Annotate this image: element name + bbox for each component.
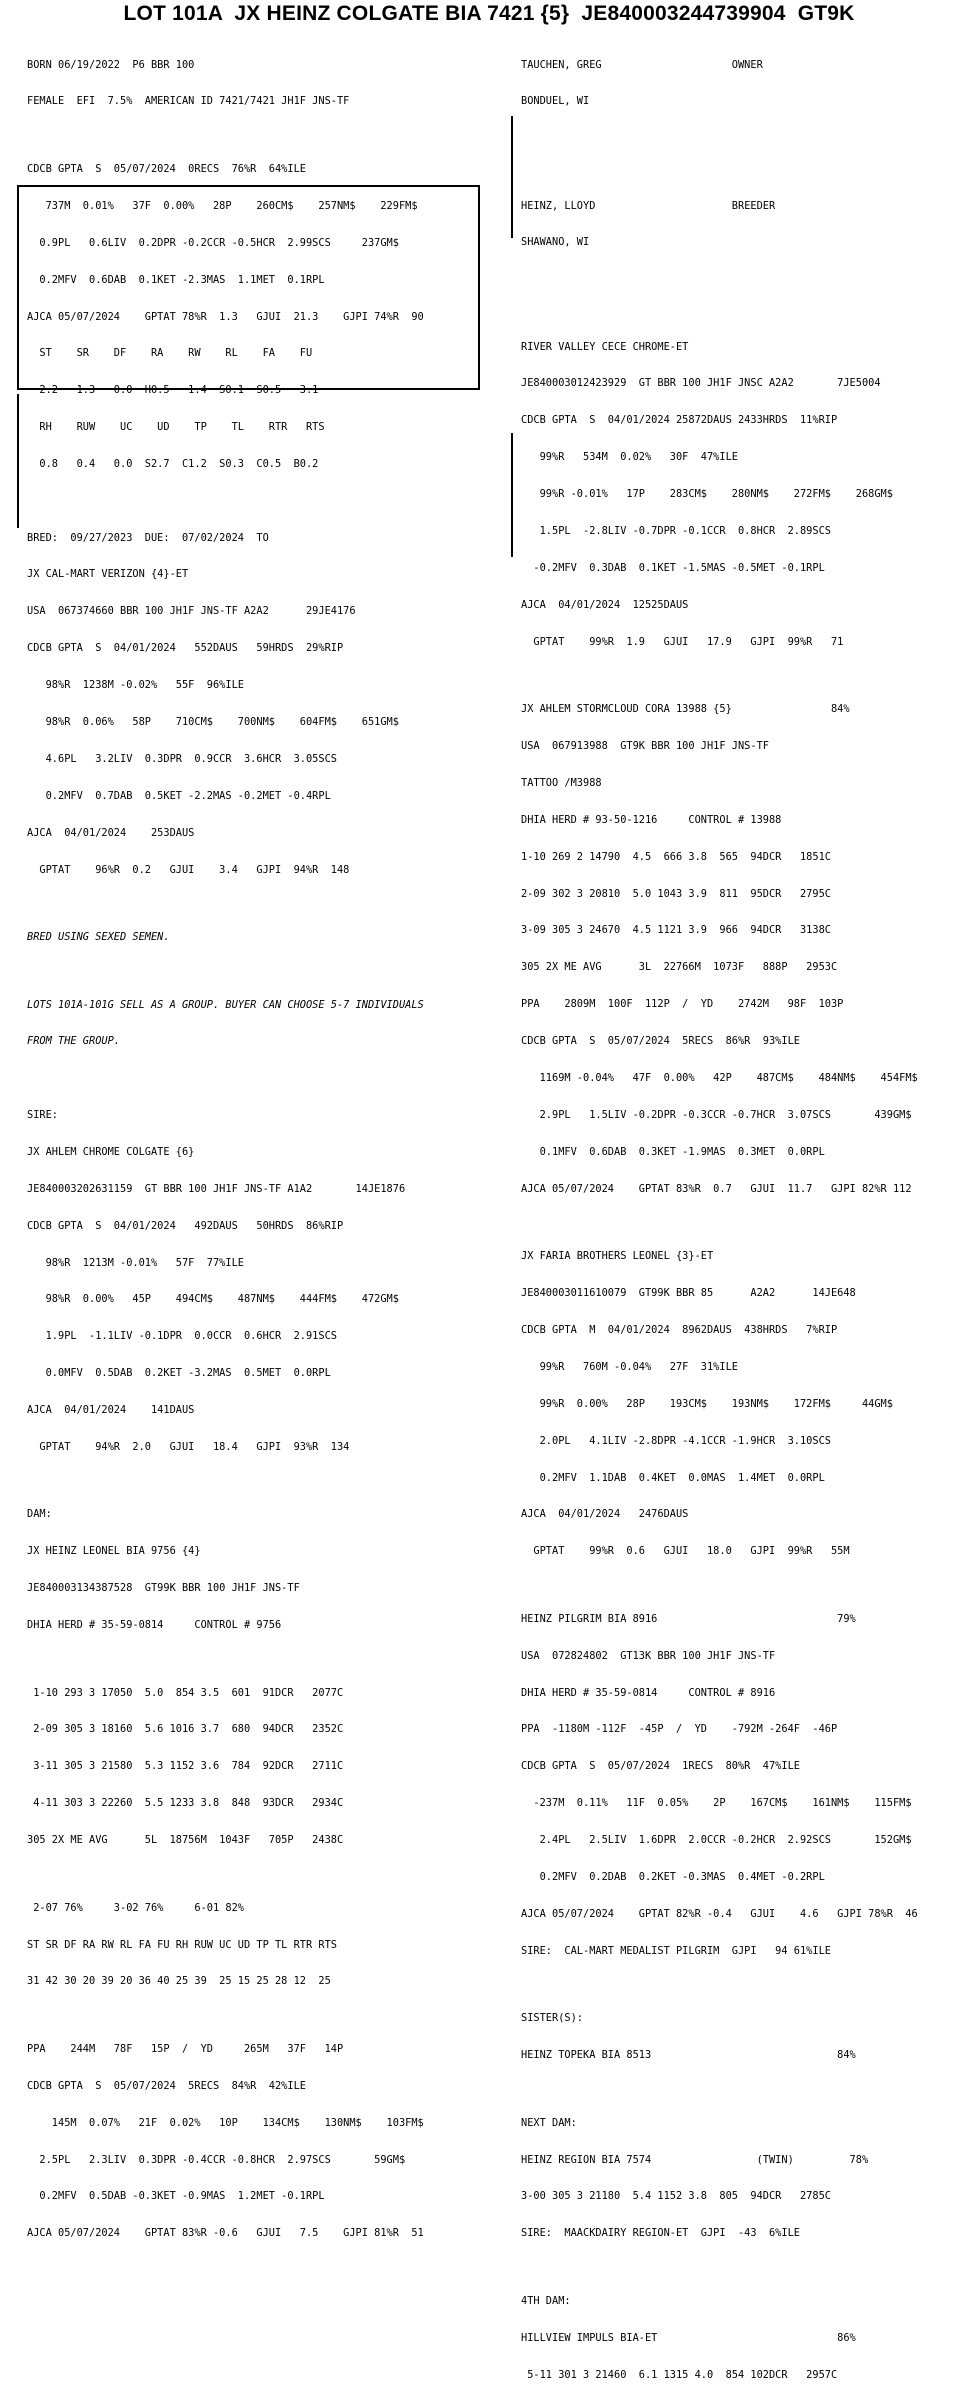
mgs2-line: 2.0PL 4.1LIV -2.8DPR -4.1CCR -1.9HCR 3.10SCS	[521, 1434, 831, 1447]
mgs2-bar	[511, 433, 513, 557]
second-dam-line: JX AHLEM STORMCLOUD CORA 13988 {5} 84%	[521, 703, 850, 716]
sire-line: 1.9PL -1.1LIV -0.1DPR 0.0CCR 0.6HCR 2.91SCS	[27, 1330, 337, 1343]
sire-line: 0.0MFV 0.5DAB 0.2KET -3.2MAS 0.5MET 0.0RPL	[27, 1367, 331, 1380]
next-dam-line: SIRE: MAACKDAIRY REGION-ET GJPI -43 6%ILE	[521, 2227, 800, 2240]
sire-line: SIRE:	[27, 1108, 58, 1121]
second-dam-line: 1169M -0.04% 47F 0.00% 42P 487CM$ 484NM$ 454FM$	[521, 1072, 918, 1085]
bred-line: 98%R 1238M -0.02% 55F 96%ILE	[27, 679, 244, 692]
sire-of-dam-line: -0.2MFV 0.3DAB 0.1KET -1.5MAS -0.5MET -0.1RPL	[521, 561, 825, 574]
mgs2-line: 99%R 760M -0.04% 27F 31%ILE	[521, 1360, 738, 1373]
sire-line: 98%R 1213M -0.01% 57F 77%ILE	[27, 1256, 244, 1269]
bred-line: 4.6PL 3.2LIV 0.3DPR 0.9CCR 3.6HCR 3.05SCS	[27, 752, 337, 765]
third-dam-line: PPA -1180M -112F -45P / YD -792M -264F -46P	[521, 1723, 838, 1736]
sire-of-dam-line: AJCA 04/01/2024 12525DAUS	[521, 598, 689, 611]
dam-line: JE840003134387528 GT99K BBR 100 JH1F JNS-TF	[27, 1582, 300, 1595]
lot-title: LOT 101A JX HEINZ COLGATE BIA 7421 {5} JE840003244739904 GT9K	[123, 2, 855, 25]
dam-lactation-row: 305 2X ME AVG 5L 18756M 1043F 705P 2438C	[27, 1834, 344, 1847]
dam-genomic-line: AJCA 05/07/2024 GPTAT 83%R -0.6 GJUI 7.5 GJPI 81%R 51	[27, 2227, 424, 2240]
sire-bar	[17, 394, 19, 528]
dam-classification-line: 2-07 76% 3-02 76% 6-01 82%	[27, 1901, 244, 1914]
dam-classification-line: ST SR DF RA RW RL FA FU RH RUW UC UD TP TL RTR RTS	[27, 1938, 337, 1951]
second-dam-line: 0.1MFV 0.6DAB 0.3KET -1.9MAS 0.3MET 0.0RPL	[521, 1145, 825, 1158]
dam-genomic-line: 0.2MFV 0.5DAB -0.3KET -0.9MAS 1.2MET -0.1RPL	[27, 2190, 325, 2203]
third-dam-line: HEINZ PILGRIM BIA 8916 79%	[521, 1612, 856, 1625]
mgs2-line: GPTAT 99%R 0.6 GJUI 18.0 GJPI 99%R 55M	[521, 1545, 850, 1558]
third-dam-line: SIRE: CAL-MART MEDALIST PILGRIM GJPI 94 61%ILE	[521, 1944, 831, 1957]
group-sale-note: FROM THE GROUP.	[27, 1035, 120, 1048]
bred-line: JX CAL-MART VERIZON {4}-ET	[27, 568, 189, 581]
sire-line: 98%R 0.00% 45P 494CM$ 487NM$ 444FM$ 472GM$	[27, 1293, 399, 1306]
dam-genomic-line: CDCB GPTA S 05/07/2024 5RECS 84%R 42%ILE	[27, 2079, 306, 2092]
sire-of-dam-line: 1.5PL -2.8LIV -0.7DPR -0.1CCR 0.8HCR 2.89SCS	[521, 524, 831, 537]
fourth-dam-line: HILLVIEW IMPULS BIA-ET 86%	[521, 2331, 856, 2344]
breeder-name-line	[521, 200, 971, 212]
next-dam-line: HEINZ REGION BIA 7574 (TWIN) 78%	[521, 2153, 869, 2166]
next-dam-line: 3-00 305 3 21180 5.4 1152 3.8 805 94DCR 2785C	[521, 2190, 831, 2203]
born-line: BORN 06/19/2022 P6 BBR 100	[27, 58, 195, 71]
second-dam-line: 2-09 302 3 20810 5.0 1043 3.9 811 95DCR 2795C	[521, 887, 831, 900]
right-column	[521, 34, 971, 2393]
second-dam-line: USA 067913988 GT9K BBR 100 JH1F JNS-TF	[521, 740, 769, 753]
second-dam-line: 1-10 269 2 14790 4.5 666 3.8 565 94DCR 1851C	[521, 850, 831, 863]
bred-line: GPTAT 96%R 0.2 GJUI 3.4 GJPI 94%R 148	[27, 863, 350, 876]
bred-line: 0.2MFV 0.7DAB 0.5KET -2.2MAS -0.2MET -0.4RPL	[27, 789, 331, 802]
third-dam-line: 0.2MFV 0.2DAB 0.2KET -0.3MAS 0.4MET -0.2RPL	[521, 1871, 825, 1884]
second-dam-line: DHIA HERD # 93-50-1216 CONTROL # 13988	[521, 813, 782, 826]
sex-line: FEMALE EFI 7.5% AMERICAN ID 7421/7421 JH1F JNS-TF	[27, 95, 350, 108]
second-dam-line: 2.9PL 1.5LIV -0.2DPR -0.3CCR -0.7HCR 3.07SCS 439GM$	[521, 1108, 912, 1121]
sire-of-dam-line: GPTAT 99%R 1.9 GJUI 17.9 GJPI 99%R 71	[521, 635, 844, 648]
third-dam-line: USA 072824802 GT13K BBR 100 JH1F JNS-TF	[521, 1649, 776, 1662]
dam-lactation-row: 3-11 305 3 21580 5.3 1152 3.6 784 92DCR 2711C	[27, 1760, 344, 1773]
mgs2-line: JE840003011610079 GT99K BBR 85 A2A2 14JE648	[521, 1287, 856, 1300]
dam-line: JX HEINZ LEONEL BIA 9756 {4}	[27, 1545, 201, 1558]
left-column	[27, 34, 497, 2252]
dam-lactation-row: 1-10 293 3 17050 5.0 854 3.5 601 91DCR 2077C	[27, 1686, 344, 1699]
sexed-semen-note: BRED USING SEXED SEMEN.	[27, 931, 170, 944]
fourth-dam-line: 5-11 301 3 21460 6.1 1315 4.0 854 102DCR 2957C	[521, 2368, 838, 2381]
mgs2-line: 99%R 0.00% 28P 193CM$ 193NM$ 172FM$ 44GM$	[521, 1397, 893, 1410]
dam-lactation-row: 4-11 303 3 22260 5.5 1233 3.8 848 93DCR 2934C	[27, 1797, 344, 1810]
dam-genomic-line: 145M 0.07% 21F 0.02% 10P 134CM$ 130NM$ 103FM$	[27, 2116, 424, 2129]
fourth-dam-label: 4TH DAM:	[521, 2294, 571, 2307]
animal-cdcb-line: 0.9PL 0.6LIV 0.2DPR -0.2CCR -0.5HCR 2.99SCS 237GM$	[27, 236, 399, 249]
third-dam-line: 2.4PL 2.5LIV 1.6DPR 2.0CCR -0.2HCR 2.92SCS 152GM$	[521, 1834, 912, 1847]
dam-lactation-row: 2-09 305 3 18160 5.6 1016 3.7 680 94DCR 2352C	[27, 1723, 344, 1736]
dam-genomic-line: PPA 244M 78F 15P / YD 265M 37F 14P	[27, 2042, 344, 2055]
owner-name: TAUCHEN, GREG	[521, 58, 602, 71]
bred-line: USA 067374660 BBR 100 JH1F JNS-TF A2A2 29JE4176	[27, 605, 356, 618]
group-sale-note: LOTS 101A-101G SELL AS A GROUP. BUYER CAN CHOOSE 5-7 INDIVIDUALS	[27, 998, 424, 1011]
mgs2-line: CDCB GPTA M 04/01/2024 8962DAUS 438HRDS 7%RIP	[521, 1323, 838, 1336]
animal-ajca-line: ST SR DF RA RW RL FA FU	[27, 347, 313, 360]
breeder-location: SHAWANO, WI	[521, 236, 590, 249]
third-dam-line: CDCB GPTA S 05/07/2024 1RECS 80%R 47%ILE	[521, 1760, 800, 1773]
animal-ajca-line: AJCA 05/07/2024 GPTAT 78%R 1.3 GJUI 21.3 GJPI 74%R 90	[27, 310, 424, 323]
owner-name-line	[521, 59, 971, 71]
sire-line: GPTAT 94%R 2.0 GJUI 18.4 GJPI 93%R 134	[27, 1440, 350, 1453]
sire-line: JX AHLEM CHROME COLGATE {6}	[27, 1145, 195, 1158]
animal-ajca-line: 0.8 0.4 0.0 S2.7 C1.2 S0.3 C0.5 B0.2	[27, 458, 319, 471]
second-dam-line: AJCA 05/07/2024 GPTAT 83%R 0.7 GJUI 11.7 GJPI 82%R 112	[521, 1182, 912, 1195]
animal-ajca-line: 2.2 1.3 0.0 H0.5 1.4 S0.1 S0.5 3.1	[27, 384, 319, 397]
sire-of-dam-line: RIVER VALLEY CECE CHROME-ET	[521, 340, 689, 353]
second-dam-line: PPA 2809M 100F 112P / YD 2742M 98F 103P	[521, 998, 844, 1011]
owner-location: BONDUEL, WI	[521, 95, 590, 108]
animal-cdcb-line: 0.2MFV 0.6DAB 0.1KET -2.3MAS 1.1MET 0.1RPL	[27, 273, 325, 286]
bred-line: AJCA 04/01/2024 253DAUS	[27, 826, 195, 839]
bred-line: 98%R 0.06% 58P 710CM$ 700NM$ 604FM$ 651GM$	[27, 716, 399, 729]
mgs2-line: AJCA 04/01/2024 2476DAUS	[521, 1508, 689, 1521]
mgs2-line: 0.2MFV 1.1DAB 0.4KET 0.0MAS 1.4MET 0.0RPL	[521, 1471, 825, 1484]
second-dam-line: TATTOO /M3988	[521, 776, 602, 789]
dam-genomic-line: 2.5PL 2.3LIV 0.3DPR -0.4CCR -0.8HCR 2.97SCS 59GM$	[27, 2153, 406, 2166]
sire-of-dam-line: CDCB GPTA S 04/01/2024 25872DAUS 2433HRDS 11%RIP	[521, 414, 838, 427]
dam-line: DAM:	[27, 1508, 52, 1521]
sire-line: CDCB GPTA S 04/01/2024 492DAUS 50HRDS 86%RIP	[27, 1219, 344, 1232]
third-dam-line: -237M 0.11% 11F 0.05% 2P 167CM$ 161NM$ 115FM$	[521, 1797, 912, 1810]
second-dam-line: CDCB GPTA S 05/07/2024 5RECS 86%R 93%ILE	[521, 1035, 800, 1048]
animal-cdcb-line: 737M 0.01% 37F 0.00% 28P 260CM$ 257NM$ 229FM$	[27, 199, 418, 212]
animal-cdcb-line: CDCB GPTA S 05/07/2024 0RECS 76%R 64%ILE	[27, 162, 306, 175]
third-dam-line: DHIA HERD # 35-59-0814 CONTROL # 8916	[521, 1686, 776, 1699]
second-dam-line: 305 2X ME AVG 3L 22766M 1073F 888P 2953C	[521, 961, 838, 974]
animal-ajca-line: RH RUW UC UD TP TL RTR RTS	[27, 421, 325, 434]
sister-line: HEINZ TOPEKA BIA 8513 84%	[521, 2049, 856, 2062]
second-dam-line: 3-09 305 3 24670 4.5 1121 3.9 966 94DCR 3138C	[521, 924, 831, 937]
sire-of-dam-line: JE840003012423929 GT BBR 100 JH1F JNSC A2A2 7JE5004	[521, 377, 881, 390]
sisters-label: SISTER(S):	[521, 2012, 583, 2025]
sire-of-dam-line: 99%R 534M 0.02% 30F 47%ILE	[521, 451, 738, 464]
bred-line: BRED: 09/27/2023 DUE: 07/02/2024 TO	[27, 531, 269, 544]
dam-classification-line: 31 42 30 20 39 20 36 40 25 39 25 15 25 28 12 25	[27, 1975, 331, 1988]
sire-of-dam-line: 99%R -0.01% 17P 283CM$ 280NM$ 272FM$ 268GM$	[521, 488, 893, 501]
next-dam-label: NEXT DAM:	[521, 2116, 577, 2129]
breeder-name: HEINZ, LLOYD	[521, 199, 596, 212]
sire-line: AJCA 04/01/2024 141DAUS	[27, 1404, 195, 1417]
dam-line: DHIA HERD # 35-59-0814 CONTROL # 9756	[27, 1619, 282, 1632]
sire-line: JE840003202631159 GT BBR 100 JH1F JNS-TF A1A2 14JE1876	[27, 1182, 406, 1195]
breeder-role: BREEDER	[731, 199, 776, 212]
third-dam-line: AJCA 05/07/2024 GPTAT 82%R -0.4 GJUI 4.6 GJPI 78%R 46	[521, 1907, 918, 1920]
sire-of-dam-bar	[511, 116, 513, 238]
bred-line: CDCB GPTA S 04/01/2024 552DAUS 59HRDS 29%RIP	[27, 642, 344, 655]
owner-role: OWNER	[731, 58, 763, 71]
mgs2-line: JX FARIA BROTHERS LEONEL {3}-ET	[521, 1250, 714, 1263]
